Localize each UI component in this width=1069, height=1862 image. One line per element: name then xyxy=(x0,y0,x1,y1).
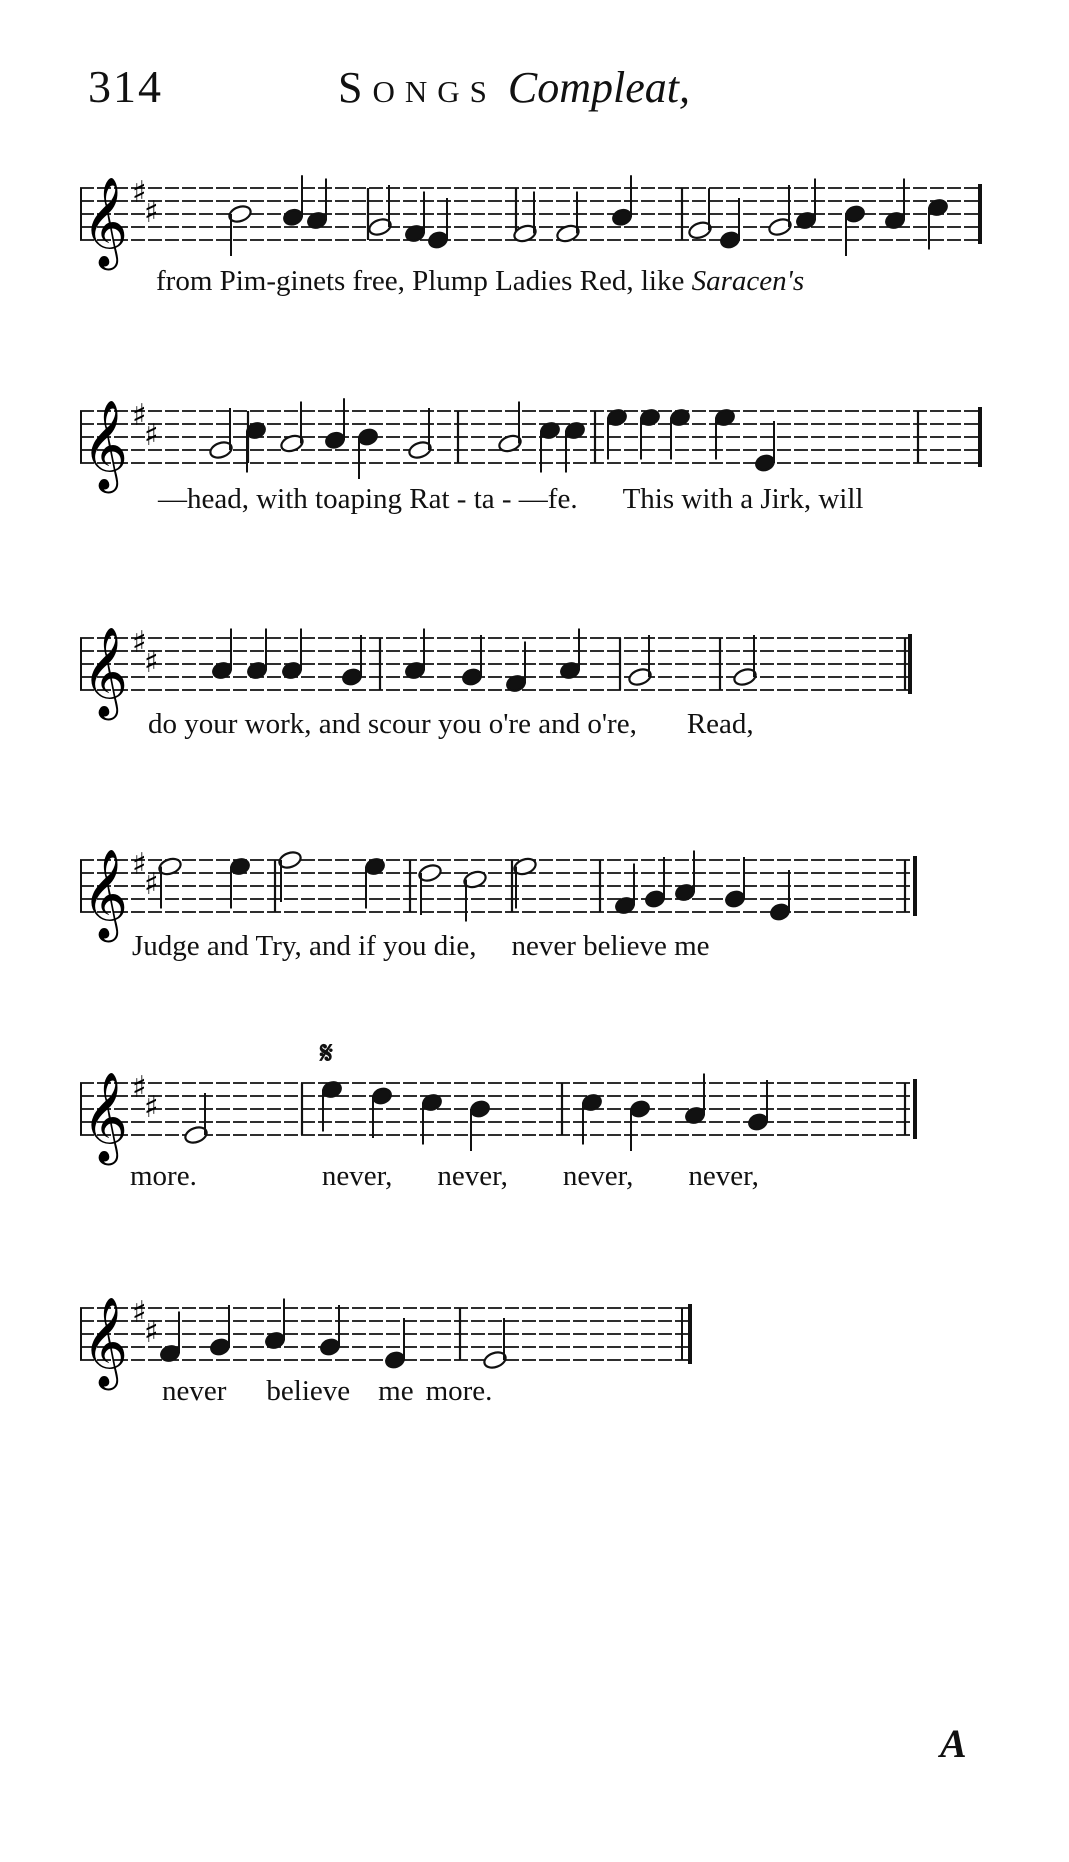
treble-clef-icon: 𝄞 xyxy=(82,400,129,490)
quarter-note xyxy=(754,453,776,472)
lyric-line-1 xyxy=(156,265,804,298)
page-number: 314 xyxy=(88,61,163,112)
lyric-text: never, xyxy=(562,1160,634,1192)
sharp-icon: ♯ xyxy=(144,645,159,680)
sharp-icon: ♯ xyxy=(144,418,159,453)
running-head xyxy=(338,62,690,113)
lyric-text-italic: Saracen's xyxy=(691,265,805,297)
staff-5 xyxy=(80,1045,1000,1165)
quarter-note xyxy=(282,208,304,227)
sharp-icon: ♯ xyxy=(144,195,159,230)
quarter-note xyxy=(319,1337,341,1356)
quarter-note xyxy=(209,1337,231,1356)
sharp-icon: ♯ xyxy=(144,1090,159,1125)
quarter-note xyxy=(427,230,449,249)
music-system-2 xyxy=(80,375,1000,525)
quarter-note xyxy=(719,230,741,249)
quarter-note xyxy=(384,1350,406,1369)
staff-2 xyxy=(80,375,1000,495)
lyric-text: from Pim-ginets free, Plump Ladies Red, like xyxy=(156,265,692,297)
sharp-icon: ♯ xyxy=(144,1315,159,1350)
quarter-note xyxy=(747,1112,769,1131)
sharp-icon: ♯ xyxy=(132,175,147,210)
quarter-note xyxy=(611,208,633,227)
lyric-text: never, xyxy=(688,1160,759,1192)
lyric-text: —head, with toaping Rat - ta - —fe. xyxy=(158,483,578,515)
treble-clef-icon: 𝄞 xyxy=(82,849,129,939)
quarter-note xyxy=(357,427,379,446)
staff-4 xyxy=(80,822,1000,942)
quarter-note xyxy=(644,889,666,908)
staff-1 xyxy=(80,150,1000,270)
lyric-line-6 xyxy=(162,1375,492,1408)
music-system-3 xyxy=(80,600,1000,750)
quarter-note xyxy=(229,857,251,876)
lyric-text: Judge and Try, and if you die, xyxy=(132,930,477,962)
lyric-text: Read, xyxy=(686,708,754,740)
treble-clef-icon: 𝄞 xyxy=(82,1072,129,1162)
quarter-note xyxy=(469,1099,491,1118)
treble-clef-icon: 𝄞 xyxy=(82,1297,129,1387)
quarter-note xyxy=(844,204,866,223)
music-system-4 xyxy=(80,822,1000,972)
sharp-icon: ♯ xyxy=(144,867,159,902)
quarter-note xyxy=(461,667,483,686)
quarter-note xyxy=(371,1086,393,1105)
lyric-text: never xyxy=(162,1375,227,1407)
lyric-line-3 xyxy=(148,708,754,741)
sharp-icon: ♯ xyxy=(132,1070,147,1105)
sharp-icon: ♯ xyxy=(132,847,147,882)
lyric-line-5 xyxy=(130,1160,759,1193)
running-head-caps: Songs xyxy=(338,63,497,112)
quarter-note xyxy=(341,667,363,686)
lyric-text: never believe me xyxy=(511,930,710,962)
music-system-5 xyxy=(80,1037,1000,1195)
lyric-text: more. xyxy=(425,1375,493,1407)
sharp-icon: ♯ xyxy=(132,625,147,660)
sharp-icon: ♯ xyxy=(132,1295,147,1330)
printer-signature-mark: A xyxy=(940,1721,967,1766)
lyric-line-4 xyxy=(132,930,710,963)
quarter-note xyxy=(769,902,791,921)
lyric-text: This with a Jirk, will xyxy=(622,483,864,515)
lyric-text: believe xyxy=(266,1375,351,1407)
music-system-1 xyxy=(80,150,1000,300)
lyric-line-2 xyxy=(158,483,863,516)
quarter-note xyxy=(724,889,746,908)
lyric-text: never, xyxy=(437,1160,508,1192)
running-head-italic: Compleat, xyxy=(507,63,690,112)
treble-clef-icon: 𝄞 xyxy=(82,177,129,267)
lyric-text: more. xyxy=(130,1160,197,1192)
quarter-note xyxy=(246,661,268,680)
staff-3 xyxy=(80,600,1000,720)
music-system-6 xyxy=(80,1270,1000,1420)
quarter-note xyxy=(629,1099,651,1118)
treble-clef-icon: 𝄞 xyxy=(82,627,129,717)
lyric-text: never, xyxy=(321,1160,393,1192)
quarter-note xyxy=(324,431,346,450)
lyric-text: me xyxy=(378,1375,414,1407)
sharp-icon: ♯ xyxy=(132,398,147,433)
staff-6 xyxy=(80,1270,1000,1390)
segno-sign: 𝄋 xyxy=(320,1037,333,1070)
lyric-text: do your work, and scour you o're and o're, xyxy=(148,708,637,740)
